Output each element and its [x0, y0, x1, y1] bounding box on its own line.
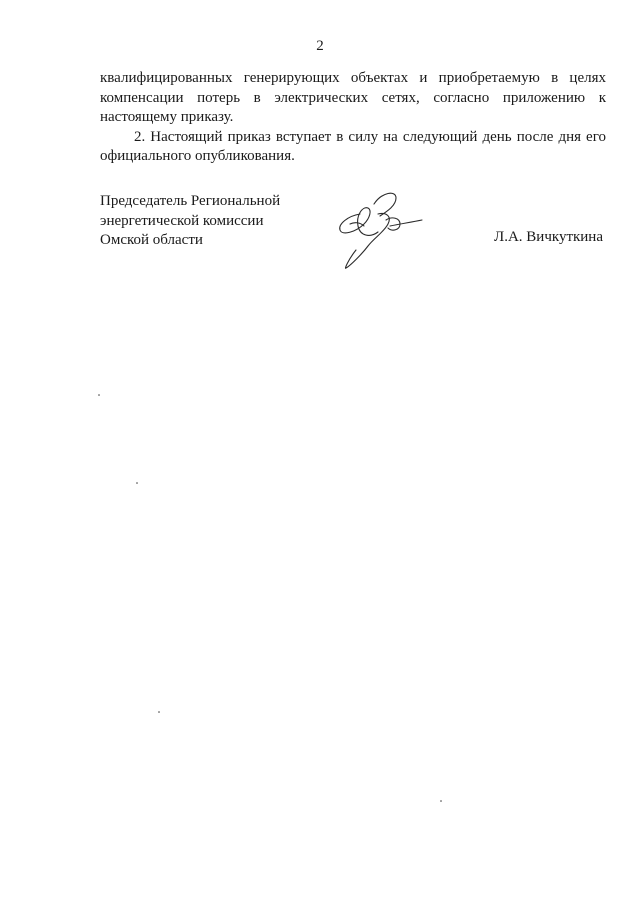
- scan-speck: [158, 711, 160, 713]
- signatory-title-block: [100, 192, 280, 251]
- signatory-title-line: энергетической комиссии: [100, 212, 264, 229]
- signatory-title-line: Председатель Региональной: [100, 193, 281, 209]
- paragraph-continuation: квалифицированных генерирующих объектах и приобретаемую в целях компенсации потерь в электрических сетях, согласно приложению к настоящему приказу.: [100, 70, 606, 125]
- scan-speck: [98, 394, 100, 396]
- handwritten-signature: [330, 186, 425, 272]
- page-number: 2: [316, 38, 324, 54]
- document-body: [100, 69, 606, 167]
- signer-name: Л.А. Вичкуткина: [494, 229, 603, 245]
- scan-speck: [440, 800, 442, 802]
- signatory-title-line: Омской области: [100, 232, 203, 248]
- scan-speck: [136, 482, 138, 484]
- paragraph-effective-date: 2. Настоящий приказ вступает в силу на следующий день после дня его официального опубликования.: [100, 128, 606, 164]
